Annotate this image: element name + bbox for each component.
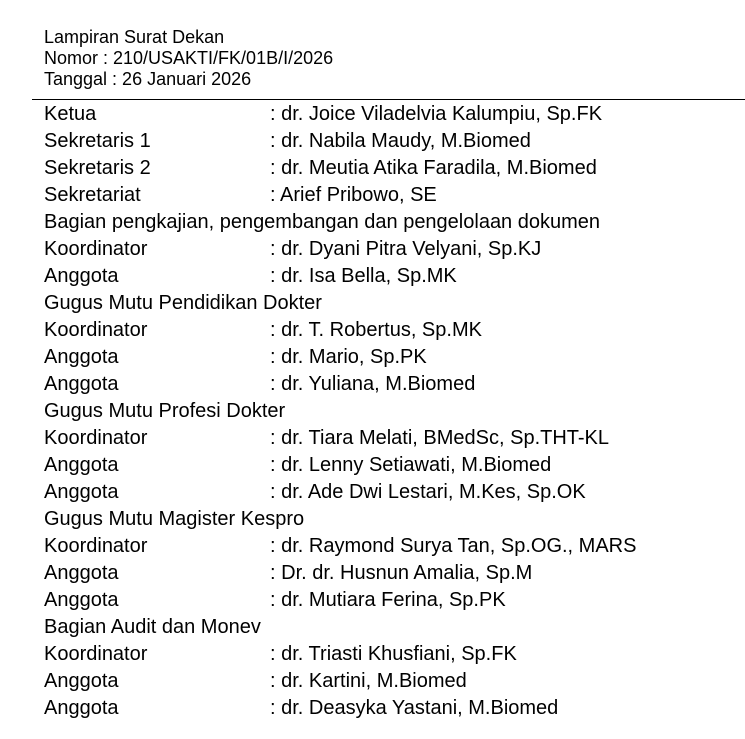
section-heading-row: [44, 614, 744, 641]
member-name: Dr. dr. Husnun Amalia, Sp.M: [281, 562, 533, 584]
role-separator: :: [270, 481, 276, 503]
member-row: [44, 641, 744, 668]
member-role: Anggota: [44, 697, 119, 719]
member-row: [44, 479, 744, 506]
member-role: Anggota: [44, 346, 119, 368]
member-row: [44, 155, 744, 182]
section-title: Bagian Audit dan Monev: [44, 616, 261, 638]
member-row: [44, 371, 744, 398]
role-separator: :: [270, 427, 276, 449]
section-title: Gugus Mutu Magister Kespro: [44, 508, 305, 530]
member-name: dr. Mutiara Ferina, Sp.PK: [281, 589, 506, 611]
member-name: dr. Mario, Sp.PK: [281, 346, 427, 368]
member-name: dr. Isa Bella, Sp.MK: [281, 265, 457, 287]
member-name: dr. Dyani Pitra Velyani, Sp.KJ: [281, 238, 542, 260]
role-separator: :: [270, 373, 276, 395]
member-role: Anggota: [44, 454, 119, 476]
role-separator: :: [270, 562, 276, 584]
member-name: dr. Joice Viladelvia Kalumpiu, Sp.FK: [281, 103, 603, 125]
member-row: [44, 668, 744, 695]
member-row: [44, 128, 744, 155]
member-role: Koordinator: [44, 319, 148, 341]
member-row: [44, 425, 744, 452]
member-role: Anggota: [44, 481, 119, 503]
member-name: dr. T. Robertus, Sp.MK: [281, 319, 482, 341]
role-separator: :: [270, 265, 276, 287]
member-name: dr. Kartini, M.Biomed: [281, 670, 467, 692]
member-role: Sekretaris 1: [44, 130, 151, 152]
member-role: Sekretariat: [44, 184, 141, 206]
member-row: [44, 560, 744, 587]
member-role: Koordinator: [44, 427, 148, 449]
member-name: dr. Raymond Surya Tan, Sp.OG., MARS: [281, 535, 637, 557]
member-role: Anggota: [44, 670, 119, 692]
section-heading-row: [44, 209, 744, 236]
role-separator: :: [270, 643, 276, 665]
role-separator: :: [270, 670, 276, 692]
member-name: dr. Nabila Maudy, M.Biomed: [281, 130, 531, 152]
member-role: Sekretaris 2: [44, 157, 151, 179]
role-separator: :: [270, 346, 276, 368]
role-separator: :: [270, 535, 276, 557]
member-role: Koordinator: [44, 238, 148, 260]
role-separator: :: [270, 238, 276, 260]
member-name: dr. Tiara Melati, BMedSc, Sp.THT-KL: [281, 427, 610, 449]
member-role: Anggota: [44, 589, 119, 611]
role-separator: :: [270, 697, 276, 719]
section-heading-row: [44, 506, 744, 533]
section-title: Bagian pengkajian, pengembangan dan pengelolaan dokumen: [44, 211, 601, 233]
member-row: [44, 182, 744, 209]
member-role: Ketua: [44, 103, 97, 125]
member-row: [44, 587, 744, 614]
member-role: Anggota: [44, 373, 119, 395]
member-role: Koordinator: [44, 643, 148, 665]
document-header: [44, 27, 333, 90]
member-name: dr. Lenny Setiawati, M.Biomed: [281, 454, 552, 476]
member-row: [44, 452, 744, 479]
role-separator: :: [270, 103, 276, 125]
member-name: dr. Yuliana, M.Biomed: [281, 373, 476, 395]
section-title: Gugus Mutu Profesi Dokter: [44, 400, 286, 422]
role-separator: :: [270, 157, 276, 179]
section-heading-row: [44, 398, 744, 425]
member-row: [44, 101, 744, 128]
member-name: dr. Deasyka Yastani, M.Biomed: [281, 697, 559, 719]
role-separator: :: [270, 130, 276, 152]
letter-date: Tanggal : 26 Januari 2026: [44, 69, 252, 89]
member-row: [44, 236, 744, 263]
member-row: [44, 533, 744, 560]
section-heading-row: [44, 290, 744, 317]
member-row: [44, 695, 744, 722]
role-separator: :: [270, 184, 276, 206]
member-row: [44, 317, 744, 344]
committee-list: [44, 101, 744, 722]
section-title: Gugus Mutu Pendidikan Dokter: [44, 292, 322, 314]
letter-number: Nomor : 210/USAKTI/FK/01B/I/2026: [44, 48, 334, 68]
role-separator: :: [270, 454, 276, 476]
header-divider: [32, 99, 745, 100]
role-separator: :: [270, 589, 276, 611]
member-name: Arief Pribowo, SE: [280, 184, 437, 206]
member-role: Anggota: [44, 265, 119, 287]
member-name: dr. Ade Dwi Lestari, M.Kes, Sp.OK: [281, 481, 586, 503]
attachment-title: Lampiran Surat Dekan: [44, 27, 225, 47]
member-row: [44, 263, 744, 290]
member-name: dr. Triasti Khusfiani, Sp.FK: [281, 643, 517, 665]
member-role: Koordinator: [44, 535, 148, 557]
member-name: dr. Meutia Atika Faradila, M.Biomed: [281, 157, 597, 179]
role-separator: :: [270, 319, 276, 341]
member-role: Anggota: [44, 562, 119, 584]
member-row: [44, 344, 744, 371]
